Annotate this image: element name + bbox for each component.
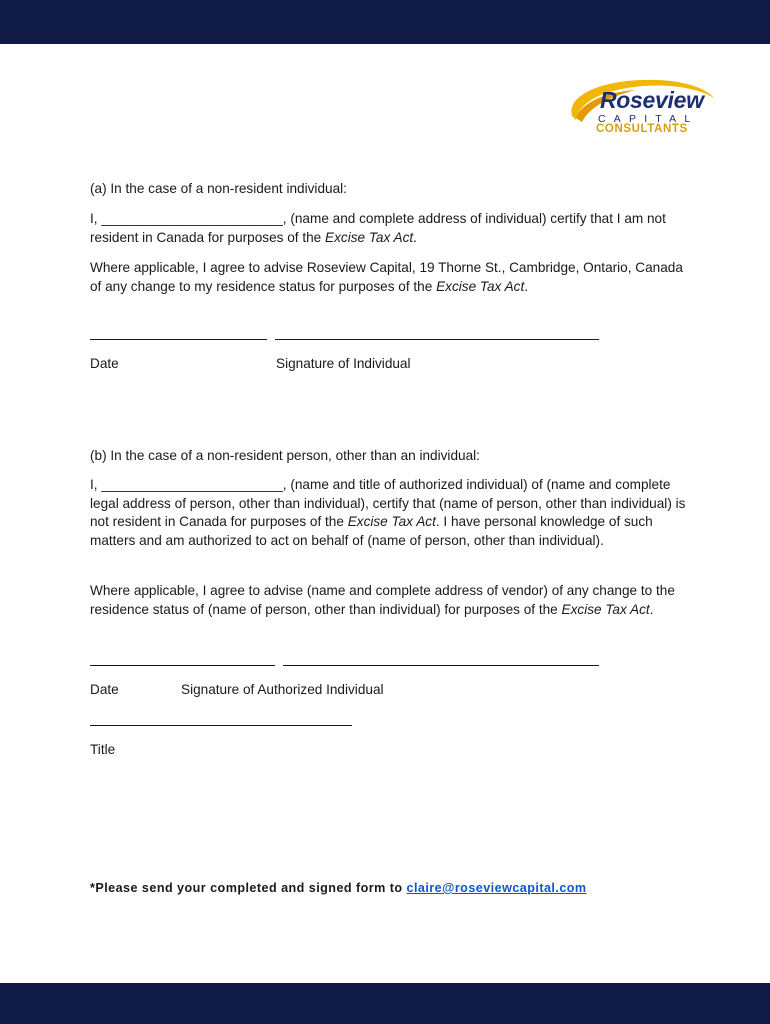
section-b-advise-act: Excise Tax Act: [561, 601, 650, 617]
section-a-signature-line[interactable]: [275, 339, 599, 340]
section-b-date-line[interactable]: [90, 665, 275, 666]
email-link[interactable]: claire@roseviewcapital.com: [406, 881, 587, 895]
section-b-cert-act: Excise Tax Act: [347, 514, 436, 530]
section-b-advise: [90, 582, 690, 619]
section-a-heading: (a) In the case of a non-resident individual:: [90, 181, 347, 196]
section-a-signature-label: Signature of Individual: [276, 356, 411, 371]
section-a-advise-end: .: [524, 278, 529, 294]
section-b-cert-end: . I have personal knowledge of such matters and am authorized to act on behalf of (name of person, other than individual).: [90, 514, 653, 548]
section-b-signature-line[interactable]: [283, 665, 599, 666]
section-a-advise: [90, 259, 690, 296]
section-b-title-label: Title: [90, 742, 116, 757]
section-a-advise-text: Where applicable, I agree to advise Roseview Capital, 19 Thorne St., Cambridge, Ontario, Canada of any change to my residence status for purposes of the: [90, 260, 683, 294]
footer-note: [90, 881, 587, 895]
section-b-advise-text: Where applicable, I agree to advise (name and complete address of vendor) of any change to the residence status of (name of person, other than individual) for purposes of the: [90, 583, 675, 617]
footer-band: [0, 983, 770, 1024]
section-a-certification: [90, 210, 690, 247]
section-a-cert-text: (name and complete address of individual) certify that I am not resident in Canada for purposes of the: [90, 211, 666, 245]
section-b-heading: (b) In the case of a non-resident person, other than an individual:: [90, 448, 480, 463]
logo-capital: CAPITAL: [598, 113, 699, 125]
section-a-cert-prefix: I, ________________________,: [90, 211, 291, 226]
section-a-cert-end: .: [413, 229, 417, 245]
footer-note-text: *Please send your completed and signed form to: [90, 881, 407, 895]
section-a-date-label: Date: [90, 356, 119, 371]
section-a-advise-act: Excise Tax Act: [436, 278, 525, 294]
section-b-advise-end: .: [649, 601, 654, 617]
section-b-signature-label: Signature of Authorized Individual: [181, 682, 384, 697]
section-b-cert-prefix: I, ________________________,: [90, 477, 291, 492]
section-b-cert-text: (name and title of authorized individual) of (name and complete legal address of person, other than individual), certify that (name of person, other than individual) is not resident in Canada for purposes of the: [90, 477, 686, 530]
logo-consultants: CONSULTANTS: [596, 123, 688, 135]
section-b-certification: [90, 476, 690, 550]
section-a-date-line[interactable]: [90, 339, 267, 340]
section-a-cert-act: Excise Tax Act: [325, 229, 414, 245]
section-b-title-line[interactable]: [90, 725, 352, 726]
company-logo: [566, 76, 716, 138]
header-band: [0, 0, 770, 44]
section-b-date-label: Date: [90, 682, 119, 697]
logo-name: Roseview: [600, 87, 704, 113]
